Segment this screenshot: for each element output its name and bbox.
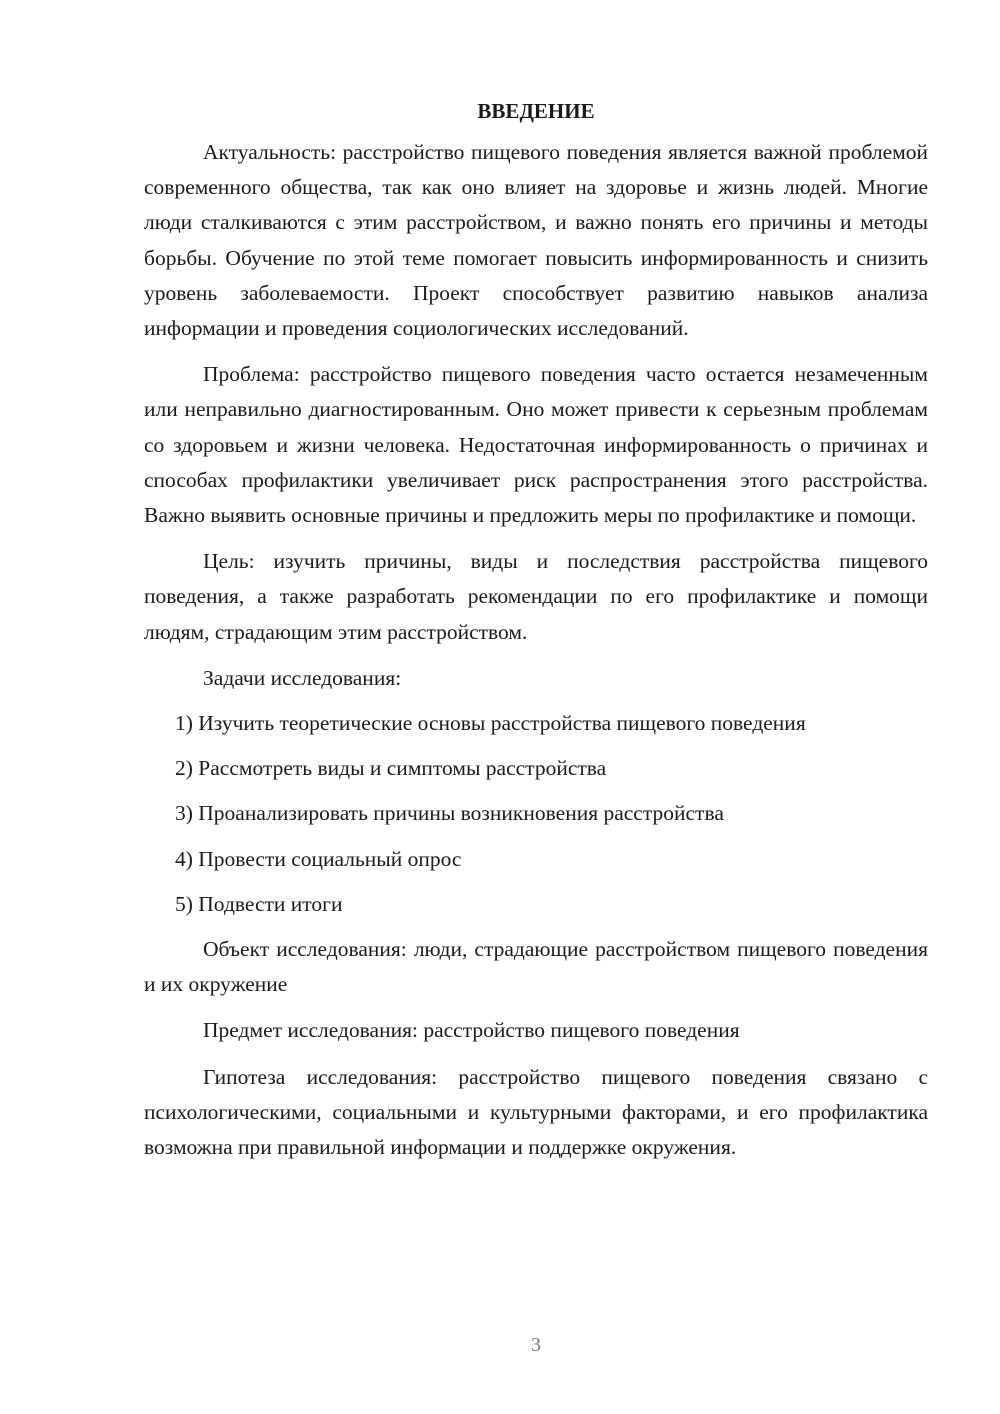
- task-item-5: 5) Подвести итоги: [175, 891, 343, 916]
- hypothesis-paragraph: Гипотеза исследования: расстройство пищевого поведения связано с психологическими, социальными и культурными факторами, и его профилактика возможна при правильной информации и поддержке окружения.: [144, 1064, 928, 1160]
- problem-paragraph: Проблема: расстройство пищевого поведения часто остается незамеченным или неправильно диагностированным. Оно может привести к серьезным проблемам со здоровьем и жизни человека. Недостаточная информированность о причинах и способах профилактики увеличивает риск распространения этого расстройства. Важно выявить основные причины и предложить меры по профилактике и помощи.: [144, 362, 928, 528]
- goal-paragraph: Цель: изучить причины, виды и последствия расстройства пищевого поведения, а также разработать рекомендации по его профилактике и помощи людям, страдающим этим расстройством.: [144, 549, 928, 644]
- task-item-1: 1) Изучить теоретические основы расстройства пищевого поведения: [175, 711, 806, 736]
- page-content: [144, 97, 928, 1176]
- tasks-heading: Задачи исследования:: [203, 665, 402, 690]
- task-item-3: 3) Проанализировать причины возникновения расстройства: [175, 801, 724, 826]
- relevance-paragraph: Актуальность: расстройство пищевого поведения является важной проблемой современного общества, так как оно влияет на здоровье и жизнь людей. Многие люди сталкиваются с этим расстройством, и важно понять его причины и методы борьбы. Обучение по этой теме помогает повысить информированность и снизить уровень заболеваемости. Проект способствует развитию навыков анализа информации и проведения социологических исследований.: [144, 140, 928, 341]
- page-number: 3: [531, 1334, 541, 1356]
- task-item-2: 2) Рассмотреть виды и симптомы расстройства: [175, 756, 607, 781]
- page-title: ВВЕДЕНИЕ: [477, 99, 595, 123]
- task-item-4: 4) Провести социальный опрос: [175, 846, 462, 871]
- subject-paragraph: Предмет исследования: расстройство пищевого поведения: [203, 1018, 740, 1043]
- tasks-list: [144, 706, 928, 922]
- object-paragraph: Объект исследования: люди, страдающие расстройством пищевого поведения и их окружение: [144, 937, 928, 997]
